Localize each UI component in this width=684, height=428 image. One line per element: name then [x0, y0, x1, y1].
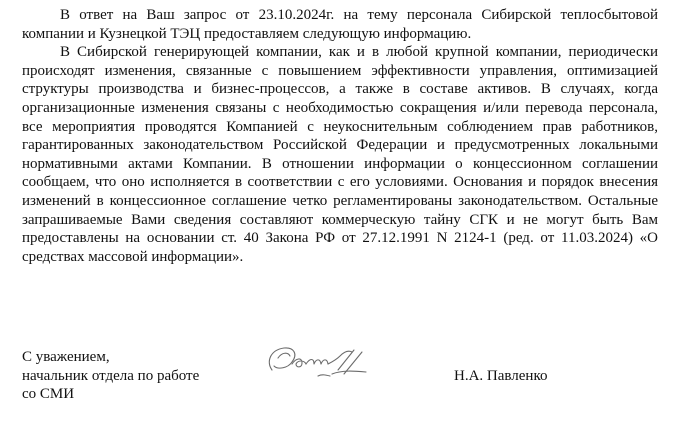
signer-name: Н.А. Павленко: [454, 367, 548, 384]
signature-icon: [258, 340, 378, 386]
letter-body: [22, 6, 658, 266]
signatory-position: [22, 348, 199, 404]
closing-block: [22, 348, 662, 408]
salutation: С уважением,: [22, 349, 110, 365]
paragraph-main: В Сибирской генерирующей компании, как и в любой крупной компании, периодически происходят изменения, связанные с повышением эффективности управления, оптимизацией структуры производства и бизнес-процессов, а также в составе активов. В случаях, когда организационные изменения связаны с необходимостью сокращения и/или перевода персонала, все мероприятия проводятся Компанией с неукоснительным соблюдением прав работников, гарантированных законодательством Российской Федерации и предусмотренных локальными нормативными актами Компании. В отношении информации о концессионном соглашении сообщаем, что оно исполняется в соответствии с его условиями. Основания и порядок внесения изменений в концессионное соглашение четко регламентированы законодательством. Остальные запрашиваемые Вами сведения составляют коммерческую тайну СГК и не могут быть Вам предоставлены на основании ст. 40 Закона РФ от 27.12.1991 N 2124-1 (ред. от 11.03.2024) «О средствах массовой информации».: [22, 44, 658, 265]
position-line-1: начальник отдела по работе: [22, 367, 200, 384]
position-line-2: со СМИ: [22, 386, 75, 403]
paragraph-intro: В ответ на Ваш запрос от 23.10.2024г. на тему персонала Сибирской теплосбытовой компании и Кузнецкой ТЭЦ предоставляем следующую информацию.: [22, 7, 658, 42]
